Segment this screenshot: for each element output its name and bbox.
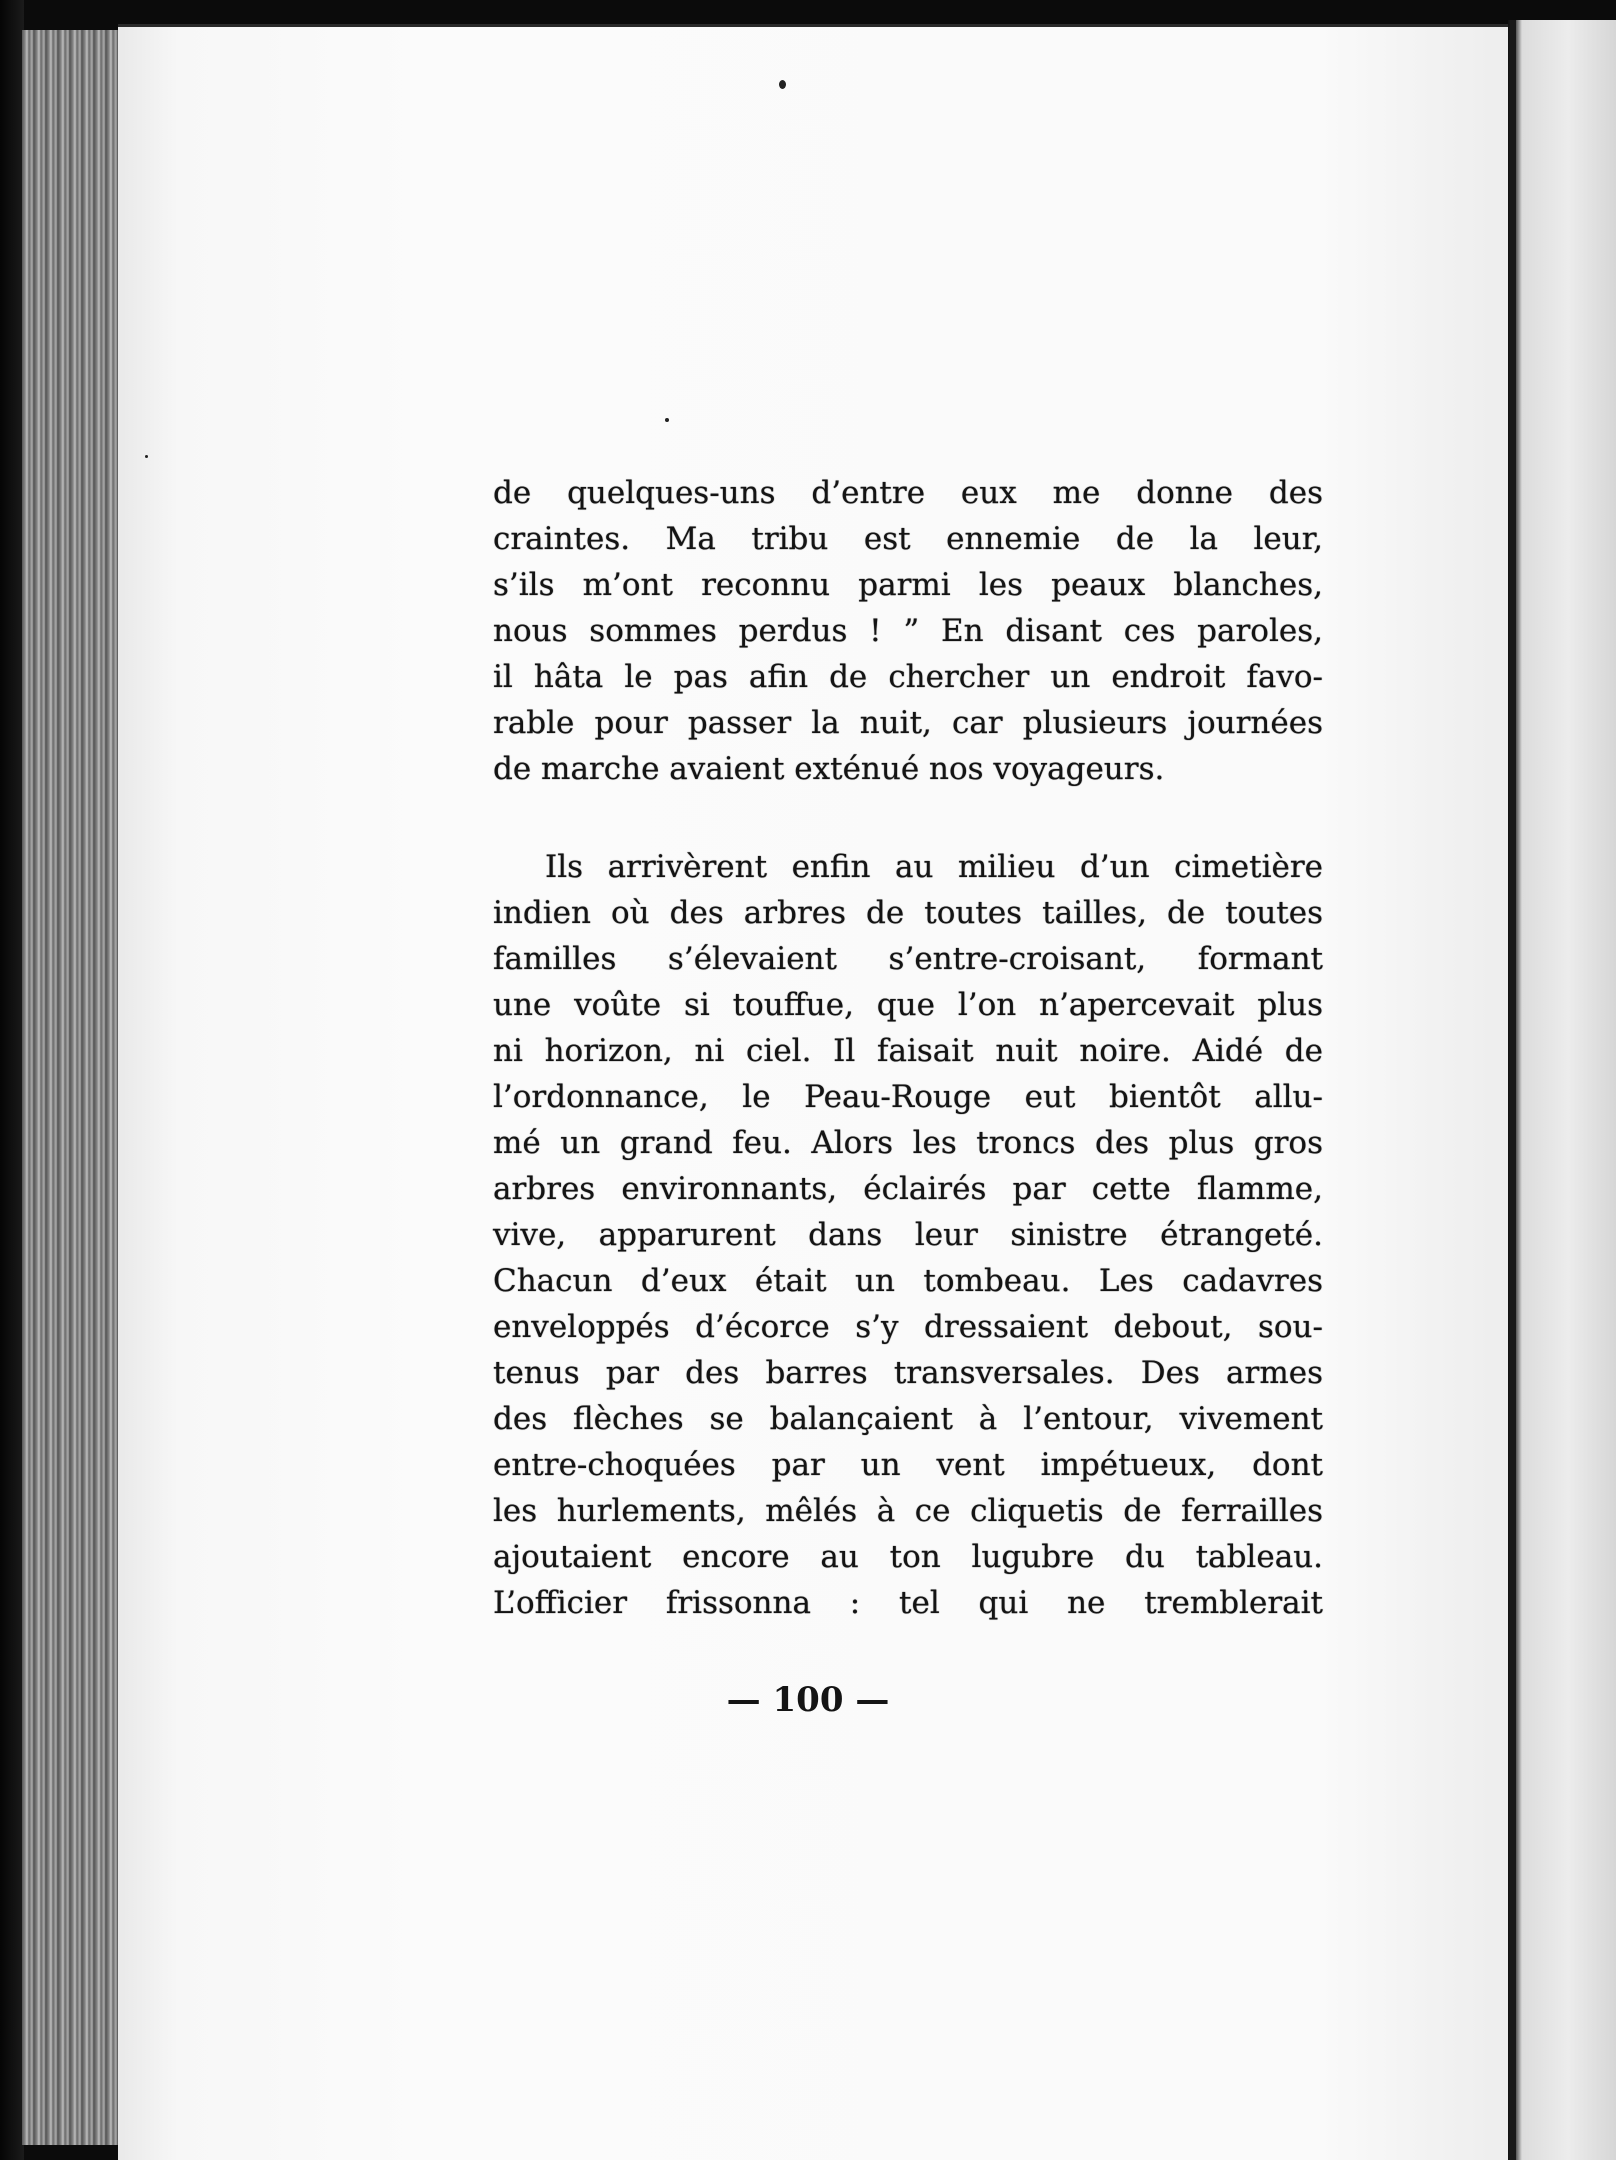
ink-speck: [665, 418, 669, 422]
text-line: de marche avaient exténué nos voyageurs.: [493, 751, 1165, 787]
text-line: une voûte si touffue, que l’on n’apercevait plus: [493, 987, 1323, 1023]
page-number: — 100 —: [726, 1680, 890, 1720]
text-line: ni horizon, ni ciel. Il faisait nuit noire. Aidé de: [493, 1033, 1323, 1069]
text-line: ajoutaient encore au ton lugubre du tableau.: [493, 1539, 1323, 1575]
text-line: de quelques-uns d’entre eux me donne des: [493, 475, 1323, 511]
text-line: les hurlements, mêlés à ce cliquetis de ferrailles: [493, 1493, 1323, 1529]
ink-speck: [779, 80, 786, 89]
book-spine: [0, 0, 24, 2160]
paragraph-1: [493, 470, 1323, 792]
text-line: s’ils m’ont reconnu parmi les peaux blanches,: [493, 567, 1323, 603]
facing-page-edge: [1508, 20, 1616, 2160]
text-line: craintes. Ma tribu est ennemie de la leur,: [493, 521, 1323, 557]
text-line: nous sommes perdus ! ” En disant ces paroles,: [493, 613, 1323, 649]
paragraph-2: [493, 844, 1323, 1626]
text-line: familles s’élevaient s’entre-croisant, formant: [493, 941, 1323, 977]
text-line: l’ordonnance, le Peau-Rouge eut bientôt allu-: [493, 1079, 1323, 1115]
text-line: mé un grand feu. Alors les troncs des plus gros: [493, 1125, 1323, 1161]
text-line: enveloppés d’écorce s’y dressaient debout, sou-: [493, 1309, 1323, 1345]
text-line: rable pour passer la nuit, car plusieurs journées: [493, 705, 1323, 741]
text-line: entre-choquées par un vent impétueux, dont: [493, 1447, 1323, 1483]
body-text: [493, 470, 1323, 1626]
text-line: Chacun d’eux était un tombeau. Les cadavres: [493, 1263, 1323, 1299]
text-line: L’officier frissonna : tel qui ne tremblerait: [493, 1585, 1323, 1621]
text-line: arbres environnants, éclairés par cette flamme,: [493, 1171, 1323, 1207]
text-line: indien où des arbres de toutes tailles, de toutes: [493, 895, 1323, 931]
text-line: vive, apparurent dans leur sinistre étrangeté.: [493, 1217, 1323, 1253]
text-line: des flèches se balançaient à l’entour, vivement: [493, 1401, 1323, 1437]
text-line: il hâta le pas afin de chercher un endroit favo-: [493, 659, 1323, 695]
text-line: tenus par des barres transversales. Des armes: [493, 1355, 1323, 1391]
ink-speck: [145, 455, 148, 458]
gutter-line: [1510, 20, 1516, 2160]
page-edges: [22, 30, 132, 2145]
paragraph-gap: [493, 792, 1323, 844]
text-line: Ils arrivèrent enfin au milieu d’un cimetière: [545, 849, 1323, 885]
